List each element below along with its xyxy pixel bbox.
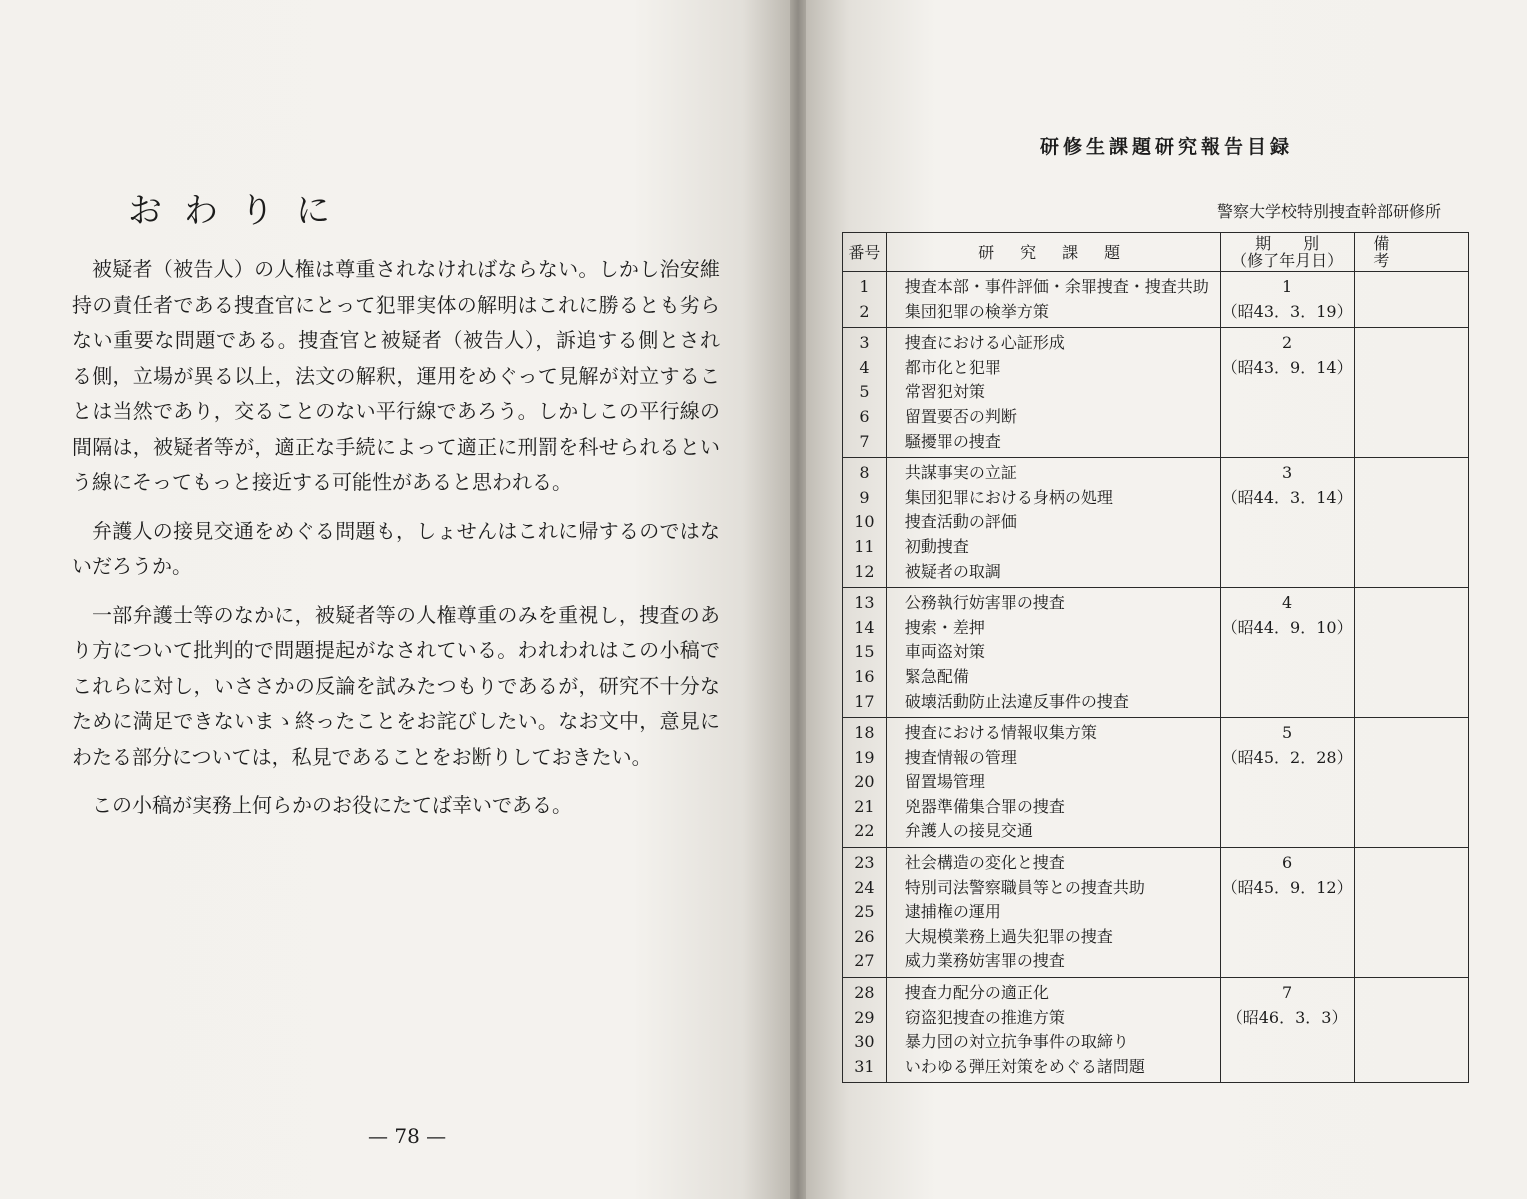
report-topic: 常習犯対策 — [886, 380, 1220, 405]
report-topic: 集団犯罪の検挙方策 — [886, 300, 1220, 328]
table-row — [843, 876, 1469, 901]
table-row — [843, 458, 1469, 486]
note-cell — [1354, 300, 1468, 328]
table-row — [843, 949, 1469, 977]
period-cell — [1220, 380, 1354, 405]
paragraph: 一部弁護士等のなかに，被疑者等の人権尊重のみを重視し，捜査のあり方について批判的で問題提起がなされている。われわれはこの小稿でこれらに対し，いささかの反論を試みたつもりであるが，研究不十分なために満足できないまゝ終ったことをお詫びしたい。なお文中，意見にわたる部分については，私見であることをお断りしておきたい。 — [72, 602, 720, 769]
table-row — [843, 356, 1469, 381]
report-number: 10 — [843, 510, 887, 535]
report-number: 18 — [843, 718, 887, 746]
report-number: 26 — [843, 925, 887, 950]
report-number: 24 — [843, 876, 887, 901]
table-row — [843, 819, 1469, 847]
note-cell — [1354, 640, 1468, 665]
table-row — [843, 486, 1469, 511]
period-number: 4 — [1220, 588, 1354, 616]
section-heading: おわりに — [128, 190, 352, 231]
report-number: 15 — [843, 640, 887, 665]
note-cell — [1354, 588, 1468, 616]
page-number: — 78 — — [368, 1124, 447, 1148]
table-row — [843, 616, 1469, 641]
report-number: 16 — [843, 665, 887, 690]
report-topic: 捜査本部・事件評価・余罪捜査・捜査共助 — [886, 272, 1220, 300]
report-topic: 威力業務妨害罪の捜査 — [886, 949, 1220, 977]
report-number: 28 — [843, 978, 887, 1006]
report-number: 13 — [843, 588, 887, 616]
table-row — [843, 588, 1469, 616]
report-number: 1 — [843, 272, 887, 300]
report-number: 20 — [843, 770, 887, 795]
table-row — [843, 900, 1469, 925]
note-cell — [1354, 770, 1468, 795]
completion-date: （昭46．3．3） — [1220, 1006, 1354, 1031]
table-row — [843, 665, 1469, 690]
report-topic: 被疑者の取調 — [886, 560, 1220, 588]
report-topic: 緊急配備 — [886, 665, 1220, 690]
period-cell — [1220, 690, 1354, 718]
table-row — [843, 925, 1469, 950]
table-row — [843, 978, 1469, 1006]
report-topic: 捜査における心証形成 — [886, 328, 1220, 356]
note-cell — [1354, 665, 1468, 690]
note-cell — [1354, 690, 1468, 718]
completion-date: （昭44．3．14） — [1220, 486, 1354, 511]
note-cell — [1354, 848, 1468, 876]
note-cell — [1354, 925, 1468, 950]
note-cell — [1354, 1030, 1468, 1055]
report-number: 4 — [843, 356, 887, 381]
report-number: 3 — [843, 328, 887, 356]
header-period-sub: （修了年月日） — [1231, 251, 1344, 270]
table-row — [843, 328, 1469, 356]
period-cell — [1220, 405, 1354, 430]
report-topic: 暴力団の対立抗争事件の取締り — [886, 1030, 1220, 1055]
period-cell — [1220, 560, 1354, 588]
paragraph: 弁護人の接見交通をめぐる問題も，しょせんはこれに帰するのではないだろうか。 — [72, 518, 720, 578]
report-number: 11 — [843, 535, 887, 560]
table-row — [843, 510, 1469, 535]
report-number: 8 — [843, 458, 887, 486]
table-row — [843, 795, 1469, 820]
period-number: 3 — [1220, 458, 1354, 486]
report-number: 19 — [843, 746, 887, 771]
note-cell — [1354, 616, 1468, 641]
note-cell — [1354, 876, 1468, 901]
note-cell — [1354, 328, 1468, 356]
report-topic: いわゆる弾圧対策をめぐる諸問題 — [886, 1055, 1220, 1083]
report-topic: 社会構造の変化と捜査 — [886, 848, 1220, 876]
report-topic: 逮捕権の運用 — [886, 900, 1220, 925]
note-cell — [1354, 746, 1468, 771]
period-cell — [1220, 925, 1354, 950]
table-row — [843, 718, 1469, 746]
note-cell — [1354, 430, 1468, 458]
publisher-name: 警察大学校特別捜査幹部研修所 — [1216, 202, 1441, 221]
period-cell — [1220, 535, 1354, 560]
report-topic: 大規模業務上過失犯罪の捜査 — [886, 925, 1220, 950]
table-row — [843, 430, 1469, 458]
table-row — [843, 690, 1469, 718]
report-number: 21 — [843, 795, 887, 820]
report-number: 7 — [843, 430, 887, 458]
note-cell — [1354, 819, 1468, 847]
table-row — [843, 746, 1469, 771]
header-period — [1220, 233, 1354, 272]
table-row — [843, 300, 1469, 328]
report-topic: 集団犯罪における身柄の処理 — [886, 486, 1220, 511]
book-gutter — [790, 0, 806, 1199]
note-cell — [1354, 978, 1468, 1006]
table-row — [843, 405, 1469, 430]
right-page — [806, 0, 1527, 1199]
note-cell — [1354, 486, 1468, 511]
note-cell — [1354, 458, 1468, 486]
report-number: 22 — [843, 819, 887, 847]
note-cell — [1354, 1055, 1468, 1083]
report-number: 17 — [843, 690, 887, 718]
completion-date: （昭43．9．14） — [1220, 356, 1354, 381]
note-cell — [1354, 795, 1468, 820]
catalog-title: 研修生課題研究報告目録 — [1039, 136, 1293, 158]
period-number: 6 — [1220, 848, 1354, 876]
table-row — [843, 560, 1469, 588]
report-topic: 捜査情報の管理 — [886, 746, 1220, 771]
report-topic: 窃盗犯捜査の推進方策 — [886, 1006, 1220, 1031]
period-number: 7 — [1220, 978, 1354, 1006]
note-cell — [1354, 535, 1468, 560]
paragraph: この小稿が実務上何らかのお役にたてば幸いである。 — [92, 793, 572, 817]
report-number: 9 — [843, 486, 887, 511]
period-cell — [1220, 770, 1354, 795]
report-topic: 特別司法警察職員等との捜査共助 — [886, 876, 1220, 901]
note-cell — [1354, 560, 1468, 588]
report-topic: 留置要否の判断 — [886, 405, 1220, 430]
report-topic: 共謀事実の立証 — [886, 458, 1220, 486]
report-topic: 留置場管理 — [886, 770, 1220, 795]
report-topic: 捜査活動の評価 — [886, 510, 1220, 535]
header-note: 備考 — [1354, 233, 1468, 272]
header-period-label: 期 別 — [1255, 234, 1320, 253]
note-cell — [1354, 949, 1468, 977]
period-cell — [1220, 510, 1354, 535]
report-topic: 捜査力配分の適正化 — [886, 978, 1220, 1006]
table-row — [843, 770, 1469, 795]
period-cell — [1220, 900, 1354, 925]
period-number: 2 — [1220, 328, 1354, 356]
table-header-row — [843, 233, 1469, 272]
period-number: 1 — [1220, 272, 1354, 300]
period-cell — [1220, 665, 1354, 690]
report-topic: 捜索・差押 — [886, 616, 1220, 641]
table-row — [843, 535, 1469, 560]
report-catalog-table — [842, 232, 1469, 1083]
note-cell — [1354, 405, 1468, 430]
period-cell — [1220, 819, 1354, 847]
period-cell — [1220, 1030, 1354, 1055]
period-cell — [1220, 640, 1354, 665]
paragraph: 被疑者（被告人）の人権は尊重されなければならない。しかし治安維持の責任者である捜査官にとって犯罪実体の解明はこれに勝るとも劣らない重要な問題である。捜査官と被疑者（被告人），訴追する側とされる側，立場が異る以上，法文の解釈，運用をめぐって見解が対立することは当然であり，交ることのない平行線であろう。しかしこの平行線の間隔は，被疑者等が，適正な手続によって適正に刑罰を科せられるという線にそってもっと接近する可能性があると思われる。 — [72, 257, 720, 494]
header-topic: 研究課題 — [886, 233, 1220, 272]
report-number: 2 — [843, 300, 887, 328]
completion-date: （昭43．3．19） — [1220, 300, 1354, 328]
report-number: 5 — [843, 380, 887, 405]
table-row — [843, 380, 1469, 405]
note-cell — [1354, 510, 1468, 535]
report-number: 14 — [843, 616, 887, 641]
completion-date: （昭44．9．10） — [1220, 616, 1354, 641]
report-number: 6 — [843, 405, 887, 430]
report-number: 23 — [843, 848, 887, 876]
period-cell — [1220, 949, 1354, 977]
report-topic: 兇器準備集合罪の捜査 — [886, 795, 1220, 820]
period-cell — [1220, 795, 1354, 820]
table-row — [843, 1055, 1469, 1083]
report-number: 30 — [843, 1030, 887, 1055]
report-topic: 弁護人の接見交通 — [886, 819, 1220, 847]
table-body — [843, 272, 1469, 1083]
report-topic: 初動捜査 — [886, 535, 1220, 560]
table-row — [843, 272, 1469, 300]
body-text — [72, 252, 720, 837]
report-number: 25 — [843, 900, 887, 925]
note-cell — [1354, 356, 1468, 381]
period-cell — [1220, 1055, 1354, 1083]
table-row — [843, 1006, 1469, 1031]
period-number: 5 — [1220, 718, 1354, 746]
report-number: 12 — [843, 560, 887, 588]
report-number: 27 — [843, 949, 887, 977]
note-cell — [1354, 380, 1468, 405]
note-cell — [1354, 1006, 1468, 1031]
note-cell — [1354, 718, 1468, 746]
table-row — [843, 640, 1469, 665]
report-topic: 破壊活動防止法違反事件の捜査 — [886, 690, 1220, 718]
report-topic: 車両盗対策 — [886, 640, 1220, 665]
note-cell — [1354, 272, 1468, 300]
note-cell — [1354, 900, 1468, 925]
period-cell — [1220, 430, 1354, 458]
completion-date: （昭45．2．28） — [1220, 746, 1354, 771]
report-topic: 公務執行妨害罪の捜査 — [886, 588, 1220, 616]
table-row — [843, 848, 1469, 876]
report-number: 31 — [843, 1055, 887, 1083]
table-row — [843, 1030, 1469, 1055]
report-topic: 騒擾罪の捜査 — [886, 430, 1220, 458]
report-number: 29 — [843, 1006, 887, 1031]
completion-date: （昭45．9．12） — [1220, 876, 1354, 901]
report-topic: 都市化と犯罪 — [886, 356, 1220, 381]
report-topic: 捜査における情報収集方策 — [886, 718, 1220, 746]
header-number: 番号 — [843, 233, 887, 272]
